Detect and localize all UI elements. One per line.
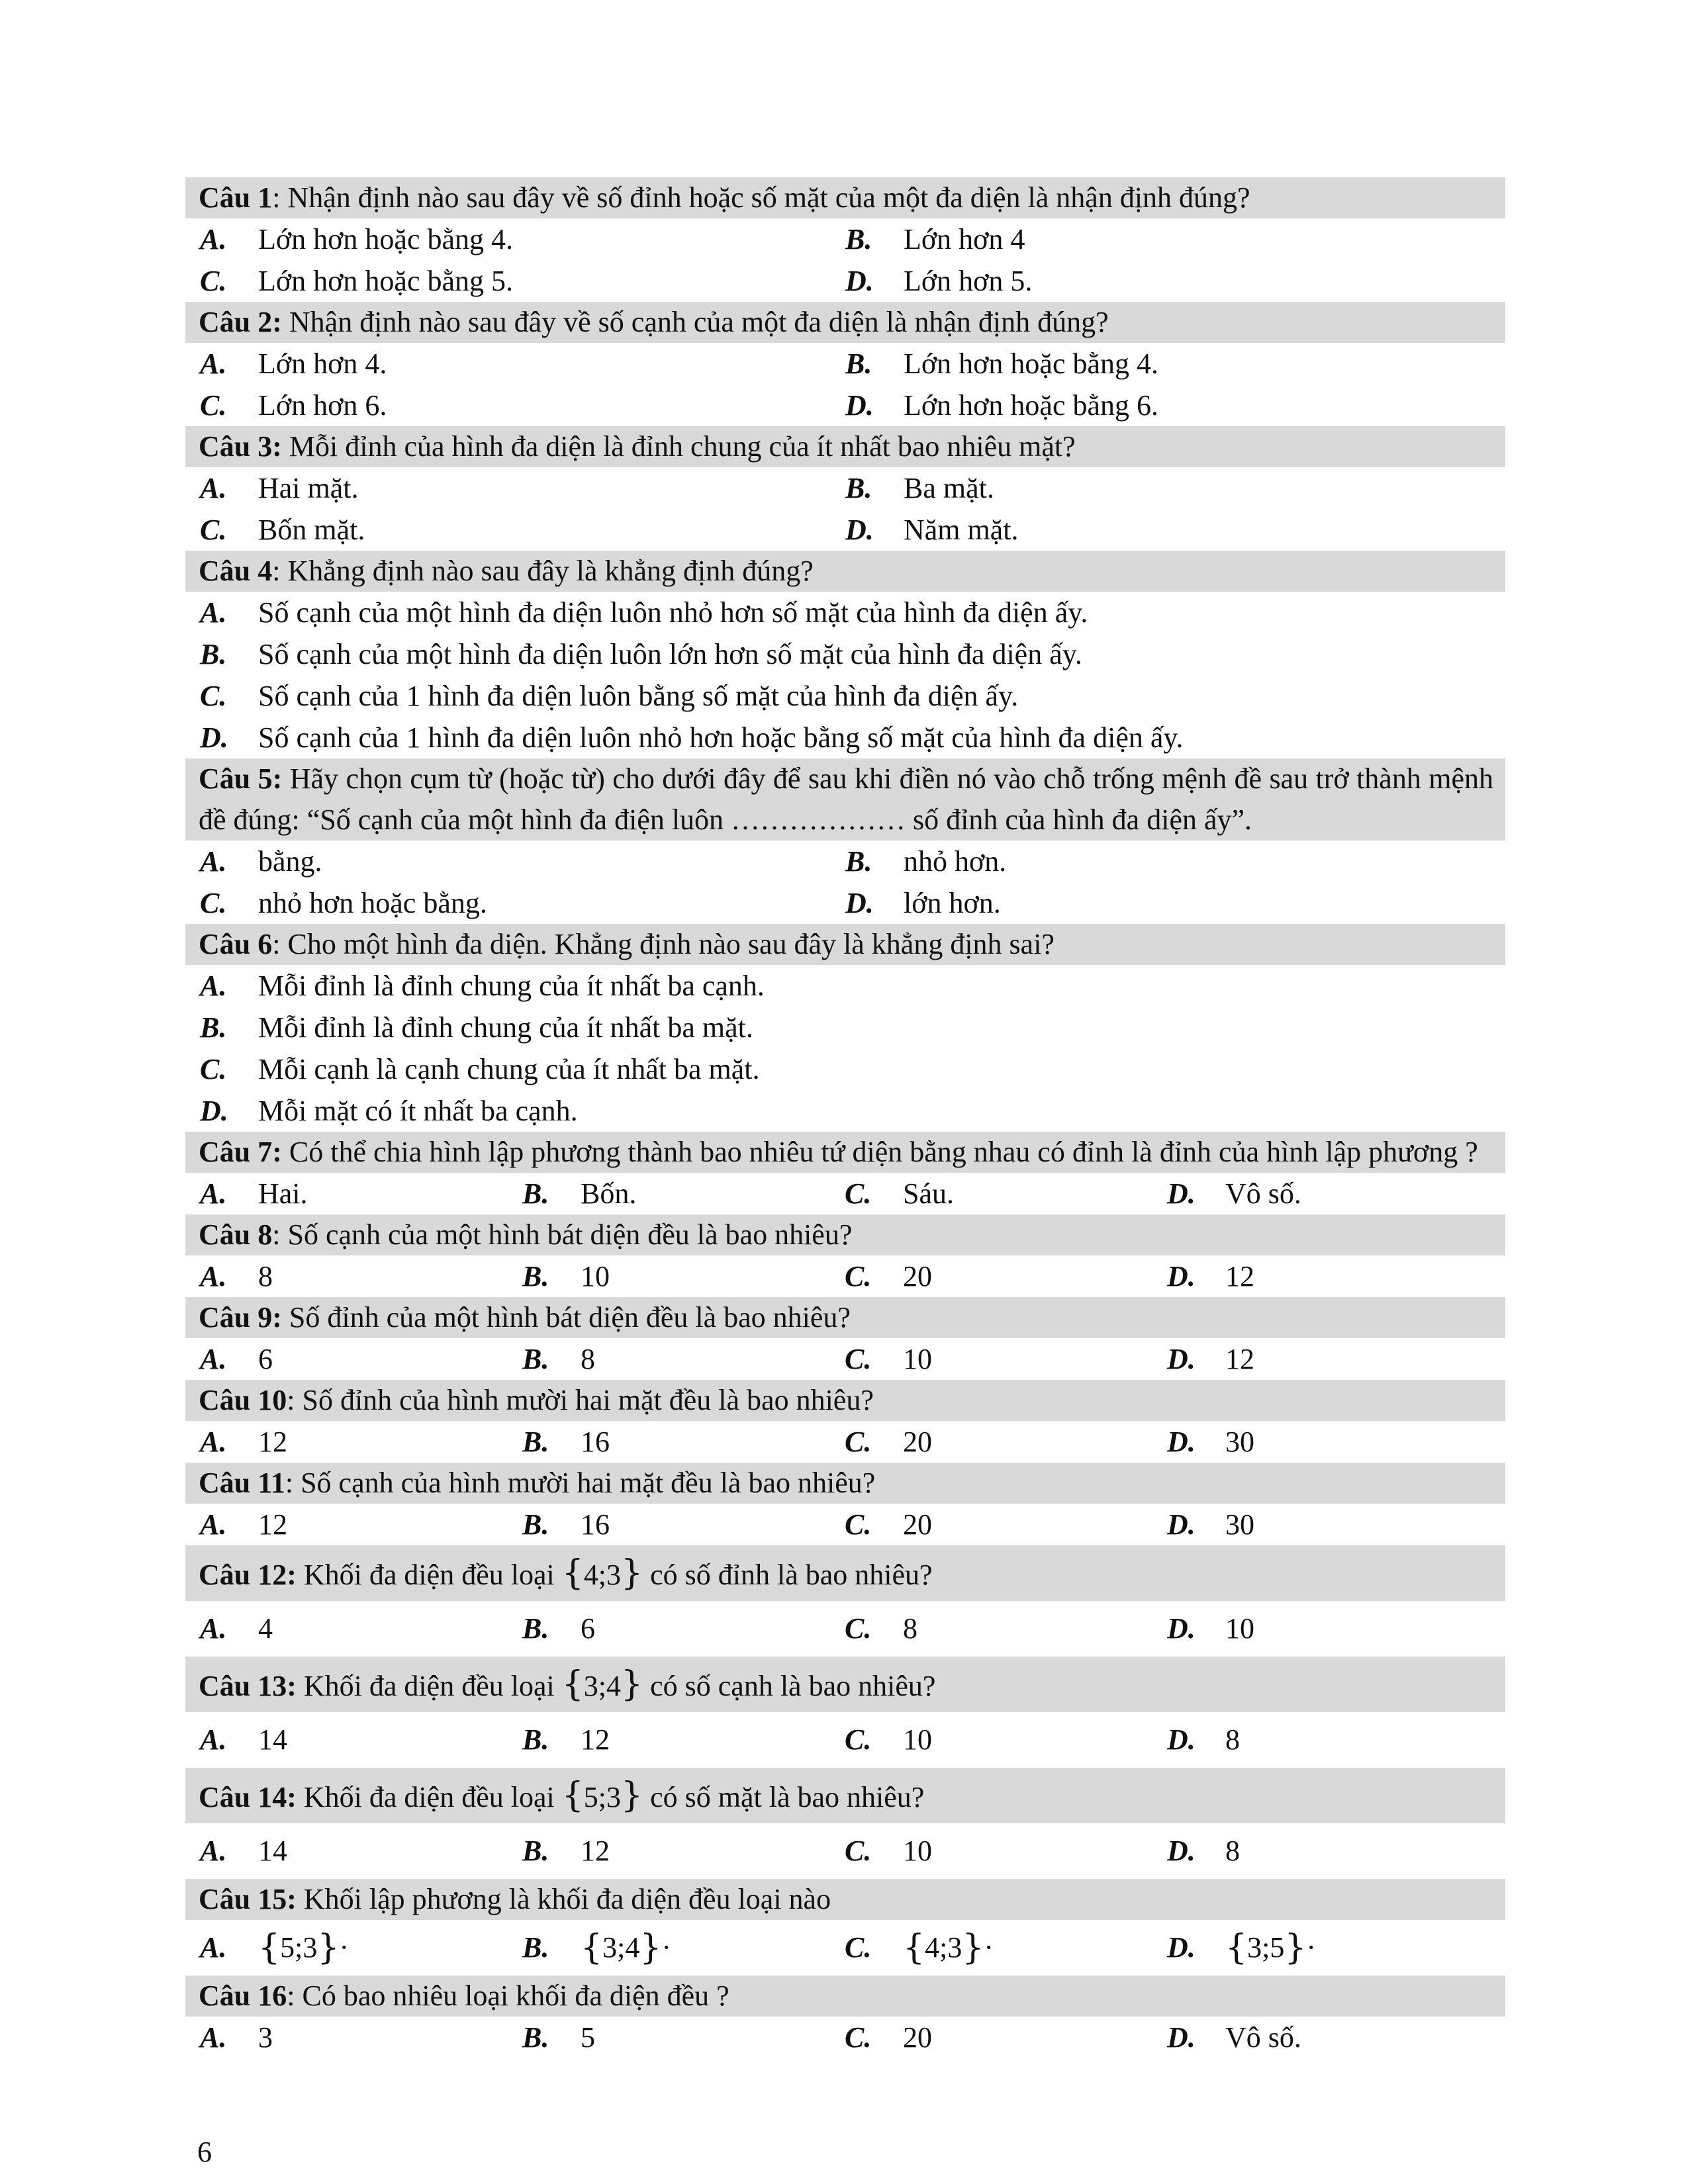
- option-letter: A.: [200, 1425, 227, 1458]
- option-text: nhỏ hơn hoặc bằng.: [258, 886, 487, 919]
- option-letter: B.: [200, 637, 227, 670]
- question-label: Câu 16: [199, 1979, 287, 2012]
- set-notation: 4;3: [925, 1931, 962, 1964]
- option-letter: C.: [845, 1259, 872, 1293]
- question-text: Có thể chia hình lập phương thành bao nhiêu tứ diện bằng nhau có đỉnh là đỉnh của hình lập phương ?: [281, 1136, 1478, 1168]
- option-letter: D.: [1167, 1723, 1196, 1756]
- answer-option[interactable]: [185, 261, 831, 302]
- answer-option[interactable]: [185, 1339, 508, 1380]
- answer-option[interactable]: [831, 385, 1476, 426]
- option-letter: A.: [200, 2021, 227, 2054]
- answer-option[interactable]: [185, 1719, 508, 1760]
- question-text: có số mặt là bao nhiêu?: [643, 1781, 925, 1813]
- option-letter: C.: [200, 1052, 227, 1085]
- option-letter: B.: [845, 347, 872, 380]
- answer-option[interactable]: [830, 1173, 1152, 1214]
- option-letter: B.: [522, 1835, 549, 1867]
- question-label: Câu 6: [199, 928, 273, 960]
- answer-row: [185, 1338, 1505, 1380]
- option-text: 12: [581, 1723, 610, 1756]
- answer-row: [185, 841, 1505, 882]
- option-letter: A.: [200, 1723, 227, 1756]
- answer-option[interactable]: [185, 1831, 508, 1872]
- answer-row: [185, 592, 1505, 633]
- answer-option[interactable]: [1152, 1504, 1475, 1545]
- option-letter: B.: [522, 1508, 549, 1541]
- set-dot: ·: [339, 1931, 350, 1964]
- answer-option[interactable]: [508, 1173, 830, 1214]
- option-letter: A.: [200, 1177, 227, 1210]
- option-letter: C.: [200, 513, 227, 546]
- option-letter: A.: [200, 471, 227, 504]
- answer-row: [185, 260, 1505, 302]
- option-text: 6: [581, 1612, 595, 1645]
- question-text: Khối đa diện đều loại: [296, 1781, 562, 1813]
- answer-option[interactable]: [185, 1422, 508, 1463]
- option-letter: A.: [200, 1508, 227, 1541]
- set-notation: 5;3: [280, 1931, 318, 1964]
- option-letter: B.: [522, 1259, 549, 1293]
- option-letter: D.: [1167, 1425, 1196, 1458]
- question-label: Câu 14:: [199, 1781, 297, 1813]
- set-close-brace: }: [639, 1928, 662, 1968]
- answer-row: [185, 965, 1505, 1007]
- option-text: Bốn mặt.: [258, 513, 365, 546]
- question-label: Câu 1: [199, 181, 273, 214]
- set-notation: 3;5: [1247, 1931, 1285, 1964]
- question-text: Số đỉnh của một hình bát diện đều là bao nhiêu?: [281, 1301, 851, 1334]
- question-stem: [185, 1657, 1505, 1712]
- answer-option[interactable]: [508, 2017, 830, 2058]
- question-text: Số cạnh của hình mười hai mặt đều là bao nhiêu?: [293, 1467, 876, 1499]
- option-text: 8: [258, 1259, 273, 1293]
- answer-row: [185, 1601, 1505, 1657]
- set-close-brace: }: [317, 1928, 340, 1968]
- answer-option[interactable]: [1152, 1927, 1475, 1968]
- option-letter: D.: [845, 886, 874, 919]
- option-text: Vô số.: [1225, 2021, 1301, 2054]
- answer-option[interactable]: [831, 261, 1476, 302]
- option-text: 10: [1225, 1612, 1254, 1645]
- answer-row: [185, 2017, 1505, 2058]
- option-text: 20: [903, 2021, 932, 2054]
- question-text: Khối đa diện đều loại: [296, 1670, 562, 1702]
- answer-option[interactable]: [831, 343, 1476, 385]
- option-text: Vô số.: [1225, 1177, 1301, 1210]
- option-letter: C.: [200, 679, 227, 712]
- answer-option[interactable]: [508, 1339, 830, 1380]
- option-text: 6: [258, 1342, 273, 1375]
- option-letter: B.: [845, 844, 872, 878]
- question-stem: [185, 1214, 1505, 1255]
- answer-row: [185, 1712, 1505, 1768]
- option-letter: A.: [200, 222, 227, 255]
- option-letter: D.: [1167, 2021, 1196, 2054]
- question-stem: [185, 1297, 1505, 1338]
- answer-option[interactable]: [830, 1608, 1152, 1649]
- question-sep: :: [272, 1218, 281, 1251]
- question-sep: :: [272, 928, 281, 960]
- option-text: Số cạnh của một hình đa diện luôn lớn hơn số mặt của hình đa diện ấy.: [258, 637, 1082, 670]
- question-text: Số đỉnh của hình mười hai mặt đều là bao nhiêu?: [295, 1384, 874, 1416]
- option-letter: C.: [200, 388, 227, 422]
- question-text: Nhận định nào sau đây về số đỉnh hoặc số mặt của một đa diện là nhận định đúng?: [280, 181, 1250, 214]
- question-label: Câu 13:: [199, 1670, 297, 1702]
- question-label: Câu 3:: [199, 430, 282, 463]
- option-letter: C.: [845, 1425, 872, 1458]
- question-label: Câu 10: [199, 1384, 287, 1416]
- option-text: bằng.: [258, 844, 322, 878]
- option-text: 8: [1225, 1835, 1240, 1867]
- set-close-brace: }: [962, 1928, 984, 1968]
- option-letter: D.: [845, 388, 874, 422]
- option-text: Lớn hơn 5.: [904, 264, 1033, 297]
- option-letter: D.: [1167, 1612, 1196, 1645]
- option-text: Hai mặt.: [258, 471, 359, 504]
- option-text: 12: [1225, 1259, 1254, 1293]
- answer-option[interactable]: [830, 2017, 1152, 2058]
- option-text: 20: [903, 1425, 932, 1458]
- answer-option[interactable]: [185, 219, 831, 260]
- option-letter: A.: [200, 969, 227, 1002]
- answer-row: [185, 218, 1505, 260]
- option-text: Số cạnh của một hình đa diện luôn nhỏ hơn số mặt của hình đa diện ấy.: [258, 596, 1088, 629]
- answer-option[interactable]: [830, 1719, 1152, 1760]
- option-text: Năm mặt.: [904, 513, 1019, 546]
- question-label: Câu 2:: [199, 306, 282, 338]
- answer-option[interactable]: [831, 883, 1476, 924]
- page-number: 6: [197, 2136, 212, 2168]
- set-open-brace: {: [561, 1664, 584, 1704]
- answer-option[interactable]: [185, 1608, 508, 1649]
- answer-option[interactable]: [830, 1504, 1152, 1545]
- set-notation: 5;3: [583, 1781, 622, 1813]
- answer-option[interactable]: [185, 385, 831, 426]
- option-letter: C.: [845, 2021, 872, 2054]
- question-text: Cho một hình đa diện. Khẳng định nào sau đây là khẳng định sai?: [280, 928, 1055, 960]
- option-text: Số cạnh của 1 hình đa diện luôn nhỏ hơn hoặc bằng số mặt của hình đa diện ấy.: [258, 721, 1184, 754]
- option-text: 14: [258, 1723, 287, 1756]
- option-text: Lớn hơn hoặc bằng 6.: [904, 388, 1158, 422]
- option-letter: D.: [845, 513, 874, 546]
- option-text: Lớn hơn hoặc bằng 5.: [258, 264, 513, 297]
- option-text: 3: [258, 2021, 273, 2054]
- answer-row: [185, 1255, 1505, 1297]
- question-text: Nhận định nào sau đây về số cạnh của một đa diện là nhận định đúng?: [281, 306, 1109, 338]
- option-text: Bốn.: [581, 1177, 637, 1210]
- answer-option[interactable]: [831, 841, 1476, 882]
- set-dot: ·: [984, 1931, 994, 1964]
- question-text: có số đỉnh là bao nhiêu?: [643, 1559, 933, 1591]
- answer-row: [185, 1421, 1505, 1463]
- option-letter: B.: [522, 1931, 549, 1964]
- option-text: Mỗi đỉnh là đỉnh chung của ít nhất ba mặt.: [258, 1011, 753, 1044]
- option-text: nhỏ hơn.: [904, 844, 1007, 878]
- question-label: Câu 9:: [199, 1301, 282, 1334]
- option-text: 8: [1225, 1723, 1240, 1756]
- set-close-brace: }: [621, 1553, 643, 1593]
- answer-option[interactable]: [830, 1927, 1152, 1968]
- question-stem: [185, 924, 1505, 965]
- answer-option[interactable]: [185, 634, 1505, 675]
- question-stem: [185, 426, 1505, 467]
- option-letter: B.: [522, 1177, 549, 1210]
- option-text: 20: [903, 1259, 932, 1293]
- option-letter: B.: [522, 1612, 549, 1645]
- option-text: 4: [258, 1612, 273, 1645]
- option-letter: D.: [1167, 1931, 1196, 1964]
- option-text: Ba mặt.: [904, 471, 994, 504]
- option-text: 30: [1225, 1508, 1254, 1541]
- answer-option[interactable]: [185, 1927, 508, 1968]
- option-letter: C.: [845, 1508, 872, 1541]
- set-open-brace: {: [581, 1928, 603, 1968]
- answer-option[interactable]: [1152, 1608, 1475, 1649]
- option-text: 10: [903, 1723, 932, 1756]
- option-text: 12: [258, 1508, 287, 1541]
- option-letter: A.: [200, 1931, 227, 1964]
- option-letter: B.: [845, 471, 872, 504]
- set-open-brace: {: [903, 1928, 925, 1968]
- answer-row: [185, 1173, 1505, 1214]
- option-text: 16: [581, 1508, 610, 1541]
- option-letter: C.: [845, 1931, 872, 1964]
- option-letter: B.: [200, 1011, 227, 1044]
- option-text: 20: [903, 1508, 932, 1541]
- option-text: 16: [581, 1425, 610, 1458]
- answer-option[interactable]: [185, 2017, 508, 2058]
- question-text: Khối đa diện đều loại: [296, 1559, 562, 1591]
- answer-option[interactable]: [1152, 1339, 1475, 1380]
- option-letter: D.: [1167, 1342, 1196, 1375]
- answer-row: [185, 1504, 1505, 1545]
- answer-option[interactable]: [830, 1256, 1152, 1297]
- answer-option[interactable]: [185, 343, 831, 385]
- option-letter: C.: [845, 1177, 872, 1210]
- answer-row: [185, 717, 1505, 758]
- option-text: 5: [581, 2021, 595, 2054]
- option-text: Mỗi đỉnh là đỉnh chung của ít nhất ba cạnh.: [258, 969, 765, 1002]
- option-letter: A.: [200, 596, 227, 629]
- question-label: Câu 11: [199, 1467, 285, 1499]
- answer-option[interactable]: [508, 1256, 830, 1297]
- question-stem: [185, 758, 1505, 841]
- answer-row: [185, 467, 1505, 509]
- answer-option[interactable]: [185, 510, 831, 551]
- answer-option[interactable]: [1152, 1256, 1475, 1297]
- option-letter: B.: [522, 1342, 549, 1375]
- option-letter: B.: [522, 2021, 549, 2054]
- question-stem: [185, 177, 1505, 218]
- option-text: Số cạnh của 1 hình đa diện luôn bằng số mặt của hình đa diện ấy.: [258, 679, 1019, 712]
- answer-row: [185, 1090, 1505, 1132]
- option-letter: D.: [200, 1094, 228, 1127]
- option-text: 10: [903, 1835, 932, 1867]
- answer-option[interactable]: [508, 1831, 830, 1872]
- answer-option[interactable]: [185, 1049, 1505, 1090]
- worksheet: [185, 177, 1505, 2058]
- answer-row: [185, 385, 1505, 426]
- option-letter: C.: [845, 1342, 872, 1375]
- question-stem: [185, 1545, 1505, 1601]
- option-letter: D.: [845, 264, 874, 297]
- option-text: 8: [581, 1342, 595, 1375]
- set-open-brace: {: [561, 1776, 584, 1815]
- option-letter: D.: [1167, 1177, 1196, 1210]
- option-text: Mỗi mặt có ít nhất ba cạnh.: [258, 1094, 578, 1127]
- option-text: Lớn hơn 4: [904, 222, 1025, 255]
- question-text: Khối lập phương là khối đa diện đều loại nào: [296, 1883, 831, 1915]
- answer-option[interactable]: [185, 1007, 1505, 1048]
- question-text: Hãy chọn cụm từ (hoặc từ) cho dưới đây để sau khi điền nó vào chỗ trống mệnh đề sau trở thành mệnh đề đúng: “Số cạnh của một hình đa điện luôn ……………… số đỉnh của hình đa diện ấy”.: [199, 762, 1493, 836]
- option-letter: A.: [200, 1342, 227, 1375]
- option-letter: B.: [522, 1723, 549, 1756]
- option-text: 12: [581, 1835, 610, 1867]
- option-letter: C.: [200, 886, 227, 919]
- question-stem: [185, 1976, 1505, 2017]
- answer-option[interactable]: [185, 966, 1505, 1007]
- option-letter: D.: [1167, 1259, 1196, 1293]
- answer-option[interactable]: [185, 1091, 1505, 1132]
- answer-option[interactable]: [185, 592, 1505, 633]
- option-letter: D.: [1167, 1835, 1196, 1867]
- answer-option[interactable]: [1152, 1719, 1475, 1760]
- answer-option[interactable]: [185, 1256, 508, 1297]
- set-notation: 3;4: [602, 1931, 640, 1964]
- answer-option[interactable]: [508, 1719, 830, 1760]
- answer-option[interactable]: [1152, 1173, 1475, 1214]
- set-close-brace: }: [621, 1776, 643, 1815]
- answer-option[interactable]: [831, 219, 1476, 260]
- question-stem: [185, 1879, 1505, 1920]
- question-stem: [185, 1463, 1505, 1504]
- answer-option[interactable]: [508, 1422, 830, 1463]
- set-notation: 4;3: [583, 1559, 622, 1591]
- option-letter: A.: [200, 1835, 227, 1867]
- set-open-brace: {: [561, 1553, 584, 1593]
- answer-option[interactable]: [830, 1831, 1152, 1872]
- answer-row: [185, 1048, 1505, 1090]
- question-label: Câu 15:: [199, 1883, 297, 1915]
- question-text: có số cạnh là bao nhiêu?: [643, 1670, 936, 1702]
- option-text: Lớn hơn hoặc bằng 4.: [904, 347, 1158, 380]
- question-text: Khẳng định nào sau đây là khẳng định đúng?: [280, 555, 814, 587]
- option-letter: C.: [845, 1723, 872, 1756]
- option-letter: C.: [845, 1835, 872, 1867]
- option-letter: C.: [845, 1612, 872, 1645]
- option-letter: A.: [200, 1612, 227, 1645]
- option-text: 8: [903, 1612, 917, 1645]
- answer-option[interactable]: [1152, 1422, 1475, 1463]
- answer-option[interactable]: [831, 468, 1476, 509]
- option-text: 14: [258, 1835, 287, 1867]
- set-open-brace: {: [258, 1928, 281, 1968]
- question-label: Câu 4: [199, 555, 273, 587]
- question-sep: :: [272, 181, 281, 214]
- set-dot: ·: [1306, 1931, 1317, 1964]
- answer-option[interactable]: [185, 717, 1505, 758]
- answer-option[interactable]: [830, 1422, 1152, 1463]
- option-text: 12: [1225, 1342, 1254, 1375]
- option-text: 12: [258, 1425, 287, 1458]
- answer-option[interactable]: [185, 468, 831, 509]
- option-text: Mỗi cạnh là cạnh chung của ít nhất ba mặt.: [258, 1052, 760, 1085]
- question-sep: :: [285, 1467, 294, 1499]
- option-text: Lớn hơn hoặc bằng 4.: [258, 222, 513, 255]
- question-stem: [185, 551, 1505, 592]
- answer-option[interactable]: [185, 1504, 508, 1545]
- option-text: 10: [581, 1259, 610, 1293]
- answer-row: [185, 675, 1505, 717]
- answer-row: [185, 1823, 1505, 1879]
- answer-option[interactable]: [508, 1608, 830, 1649]
- answer-option[interactable]: [1152, 1831, 1475, 1872]
- set-open-brace: {: [1225, 1928, 1248, 1968]
- question-sep: :: [272, 555, 281, 587]
- answer-option[interactable]: [185, 883, 831, 924]
- option-letter: A.: [200, 347, 227, 380]
- option-text: Hai.: [258, 1177, 308, 1210]
- answer-option[interactable]: [185, 841, 831, 882]
- set-dot: ·: [661, 1931, 672, 1964]
- option-text: 10: [903, 1342, 932, 1375]
- option-letter: C.: [200, 264, 227, 297]
- option-letter: B.: [522, 1425, 549, 1458]
- option-letter: B.: [845, 222, 872, 255]
- option-text: Lớn hơn 4.: [258, 347, 387, 380]
- answer-option[interactable]: [508, 1927, 830, 1968]
- set-close-brace: }: [1284, 1928, 1307, 1968]
- question-stem: [185, 1132, 1505, 1173]
- set-close-brace: }: [621, 1664, 643, 1704]
- question-sep: :: [287, 1384, 295, 1416]
- answer-option[interactable]: [830, 1339, 1152, 1380]
- question-stem: [185, 302, 1505, 343]
- question-text: Số cạnh của một hình bát diện đều là bao nhiêu?: [280, 1218, 853, 1251]
- answer-row: [185, 882, 1505, 924]
- option-text: Sáu.: [903, 1177, 954, 1210]
- option-text: Lớn hơn 6.: [258, 388, 387, 422]
- question-sep: :: [287, 1979, 295, 2012]
- question-text: Có bao nhiêu loại khối đa diện đều ?: [295, 1979, 729, 2012]
- answer-option[interactable]: [508, 1504, 830, 1545]
- answer-row: [185, 1007, 1505, 1048]
- answer-option[interactable]: [185, 1173, 508, 1214]
- option-letter: D.: [1167, 1508, 1196, 1541]
- answer-option[interactable]: [831, 510, 1476, 551]
- option-letter: A.: [200, 1259, 227, 1293]
- question-label: Câu 8: [199, 1218, 273, 1251]
- option-letter: D.: [200, 721, 228, 754]
- answer-row: [185, 509, 1505, 551]
- question-text: Mỗi đỉnh của hình đa diện là đỉnh chung của ít nhất bao nhiêu mặt?: [281, 430, 1076, 463]
- answer-row: [185, 343, 1505, 385]
- option-letter: A.: [200, 844, 227, 878]
- option-text: lớn hơn.: [904, 886, 1001, 919]
- option-text: 30: [1225, 1425, 1254, 1458]
- answer-option[interactable]: [1152, 2017, 1475, 2058]
- set-notation: 3;4: [583, 1670, 622, 1702]
- question-label: Câu 5:: [199, 762, 283, 795]
- answer-row: [185, 1920, 1505, 1976]
- answer-option[interactable]: [185, 676, 1505, 717]
- question-label: Câu 7:: [199, 1136, 282, 1168]
- question-label: Câu 12:: [199, 1559, 297, 1591]
- question-stem: [185, 1768, 1505, 1823]
- question-stem: [185, 1380, 1505, 1421]
- answer-row: [185, 633, 1505, 675]
